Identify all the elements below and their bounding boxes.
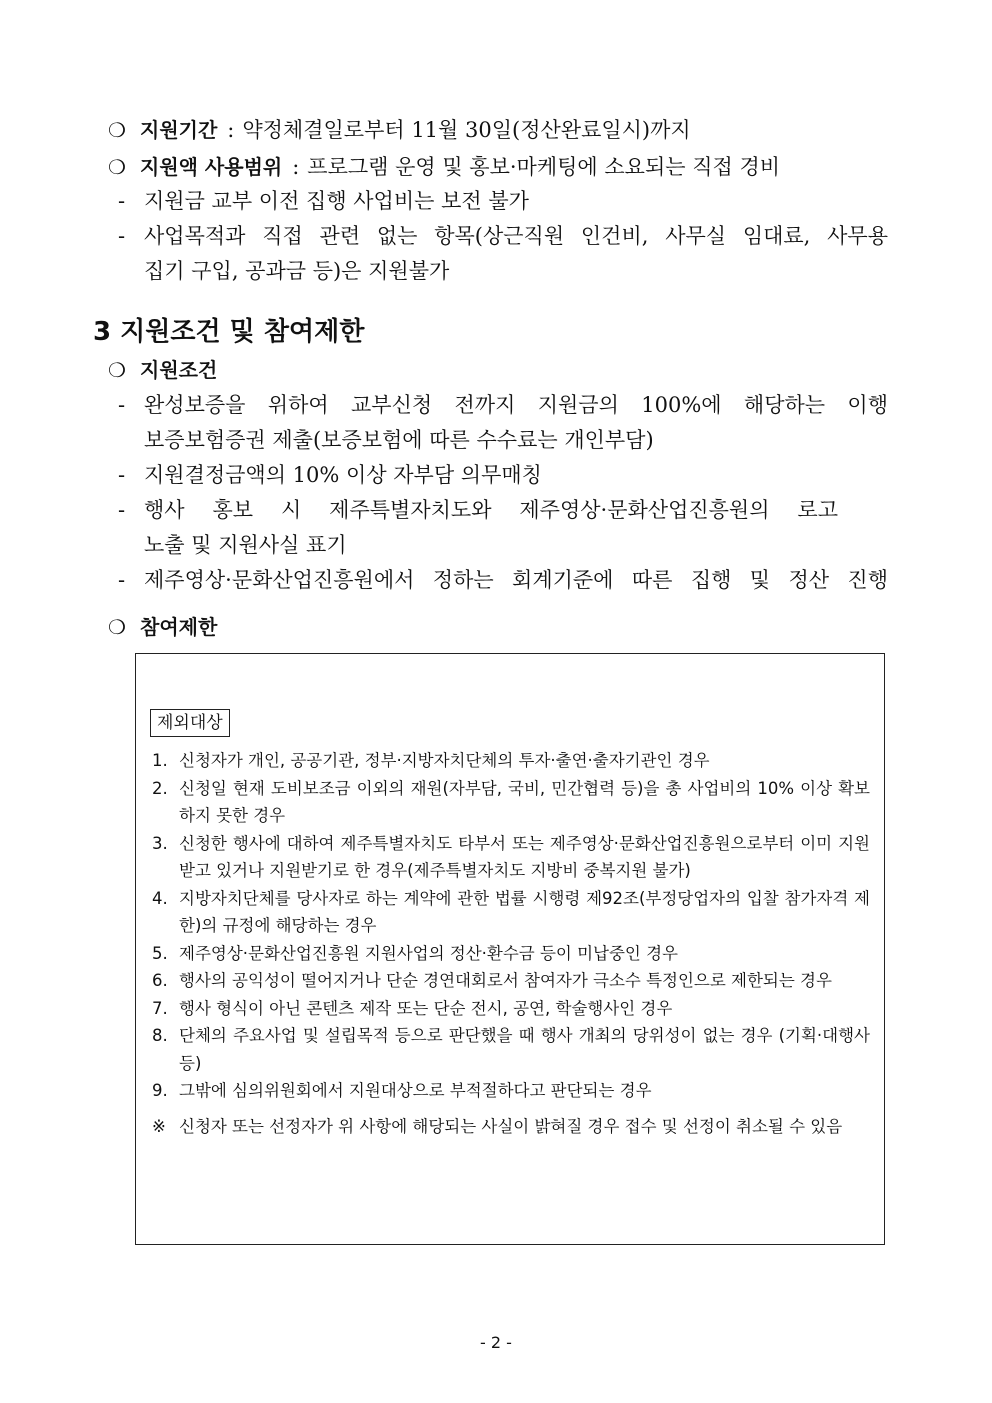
list-item (152, 1077, 870, 1105)
bullet-term: 지원액 사용범위 (140, 155, 283, 179)
dash-marker: - (118, 224, 126, 248)
list-item (152, 775, 870, 830)
bullet-term: 지원기간 (140, 118, 218, 142)
section-number: 3 (93, 317, 112, 347)
item-number: 4. (152, 888, 168, 908)
note-item (152, 1113, 870, 1141)
list-item (152, 747, 870, 775)
dash-item (118, 458, 888, 493)
item-number: 6. (152, 971, 168, 990)
item-number: 8. (152, 1026, 168, 1045)
dash-text: 완성보증을 위하여 교부신청 전까지 지원금의 100%에 해당하는 이행 (144, 393, 888, 417)
bullet-support-period (108, 115, 691, 145)
dash-text: 보증보험증권 제출(보증보험에 따른 수수료는 개인부담) (144, 428, 654, 452)
item-text: 행사 형식이 아닌 콘텐츠 제작 또는 단순 전시, 공연, 학술행사인 경우 (179, 998, 673, 1018)
list-item (152, 885, 870, 940)
bullet-usage-scope (108, 152, 780, 182)
section-title (93, 314, 364, 350)
heading-text: 지원조건 (140, 358, 218, 382)
dash-item (118, 219, 888, 289)
dash-marker: - (118, 189, 126, 213)
item-number: 5. (152, 943, 168, 963)
item-text: 단체의 주요사업 및 설립목적 등으로 판단했을 때 행사 개최의 당위성이 없는 경우 (기획·대행사 등) (179, 1026, 870, 1073)
section-title-text: 지원조건 및 참여제한 (120, 317, 365, 347)
box-label: 제외대상 (150, 709, 230, 737)
bullet-separator: : (227, 118, 235, 142)
circle-bullet-icon: ❍ (108, 615, 126, 639)
bullet-text: 약정체결일로부터 11월 30일(정산완료일시)까지 (242, 118, 691, 142)
item-text: 행사의 공익성이 떨어지거나 단순 경연대회로서 참여자가 극소수 특정인으로 제한되는 경우 (179, 971, 832, 990)
dash-item (118, 563, 888, 598)
bullet-separator: : (292, 155, 300, 179)
item-number: 3. (152, 833, 168, 853)
note-text: 신청자 또는 선정자가 위 사항에 해당되는 사실이 밝혀질 경우 접수 및 선정이 취소될 수 있음 (179, 1116, 843, 1136)
dash-marker: - (118, 498, 126, 522)
dash-text: 지원금 교부 이전 집행 사업비는 보전 불가 (144, 189, 529, 213)
item-number: 2. (152, 778, 168, 798)
dash-text: 사업목적과 직접 관련 없는 항목(상근직원 인건비, 사무실 임대료, 사무용 (144, 224, 888, 248)
dash-text: 행사 홍보 시 제주특별자치도와 제주영상·문화산업진흥원의 로고 (144, 498, 838, 522)
item-text: 제주영상·문화산업진흥원 지원사업의 정산·환수금 등이 미납중인 경우 (179, 943, 678, 963)
exclusion-list (152, 747, 870, 1140)
item-text: 신청한 행사에 대하여 제주특별자치도 타부서 또는 제주영상·문화산업진흥원으로부터 이미 지원받고 있거나 지원받기로 한 경우(제주특별자치도 지방비 중복지원 불가) (179, 833, 870, 880)
item-number: 9. (152, 1081, 168, 1100)
dash-marker: - (118, 463, 126, 487)
list-item (152, 940, 870, 968)
exclusion-box (135, 653, 885, 1245)
dash-text: 제주영상·문화산업진흥원에서 정하는 회계기준에 따른 집행 및 정산 진행 (144, 568, 888, 592)
dash-item (118, 388, 888, 458)
list-item (152, 1022, 870, 1077)
dash-marker: - (118, 393, 126, 417)
dash-item (118, 184, 888, 219)
list-item (152, 830, 870, 885)
item-number: 7. (152, 998, 168, 1018)
note-marker: ※ (152, 1116, 166, 1136)
dash-text: 집기 구입, 공과금 등)은 지원불가 (144, 259, 450, 283)
item-text: 지방자치단체를 당사자로 하는 계약에 관한 법률 시행령 제92조(부정당업자의 입찰 참가자격 제한)의 규정에 해당하는 경우 (179, 888, 870, 935)
conditions-heading (108, 355, 217, 385)
bullet-text: 프로그램 운영 및 홍보·마케팅에 소요되는 직접 경비 (307, 155, 781, 179)
dash-text: 노출 및 지원사실 표기 (144, 533, 347, 557)
circle-bullet-icon: ❍ (108, 118, 126, 142)
dash-text: 지원결정금액의 10% 이상 자부담 의무매칭 (144, 463, 542, 487)
item-text: 신청일 현재 도비보조금 이외의 재원(자부담, 국비, 민간협력 등)을 총 사업비의 10% 이상 확보하지 못한 경우 (179, 778, 870, 825)
item-text: 그밖에 심의위원회에서 지원대상으로 부적절하다고 판단되는 경우 (179, 1081, 652, 1100)
item-text: 신청자가 개인, 공공기관, 정부·지방자치단체의 투자·출연·출자기관인 경우 (179, 751, 710, 770)
page-number: - 2 - (480, 1333, 512, 1352)
circle-bullet-icon: ❍ (108, 155, 126, 179)
item-number: 1. (152, 751, 168, 770)
list-item (152, 995, 870, 1023)
dash-marker: - (118, 568, 126, 592)
restrictions-heading (108, 612, 217, 642)
heading-text: 참여제한 (140, 615, 218, 639)
dash-item (118, 493, 838, 563)
list-item (152, 967, 870, 995)
circle-bullet-icon: ❍ (108, 358, 126, 382)
